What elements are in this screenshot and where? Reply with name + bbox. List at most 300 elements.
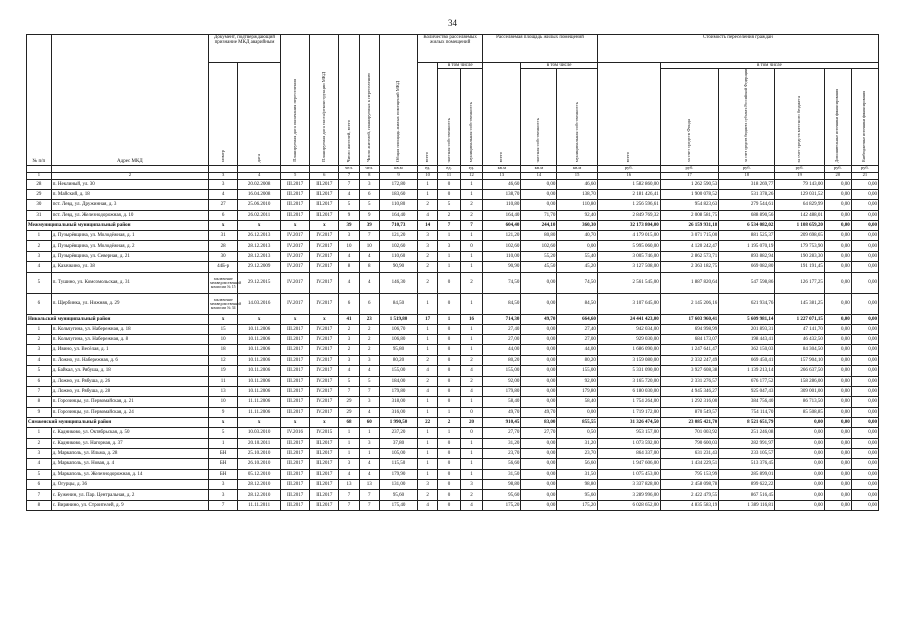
- table-cell: 316,00: [379, 407, 417, 417]
- table-cell: 0,00: [521, 459, 557, 469]
- table-cell: 7: [339, 386, 359, 396]
- table-cell: III.2017: [310, 210, 339, 220]
- table-cell: 0,00: [851, 438, 878, 448]
- table-cell: 10: [339, 241, 359, 251]
- table-cell: 7: [359, 500, 379, 510]
- table-cell: 701 003,92: [660, 428, 718, 438]
- table-cell: III.2017: [280, 459, 309, 469]
- table-cell: 0,00: [851, 293, 878, 314]
- table-cell: 46,60: [483, 179, 521, 189]
- row-number-cell: 8: [27, 397, 52, 407]
- col-area-private-header: частная собственность: [521, 69, 557, 165]
- table-cell: 0,00: [851, 324, 878, 334]
- table-cell: 790 600,03: [660, 438, 718, 448]
- table-cell: 531 378,26: [719, 189, 775, 199]
- table-cell: 28.12.2010: [238, 490, 281, 500]
- cost-group-header: Стоимость переселения граждан: [597, 35, 878, 63]
- table-row: [27, 179, 879, 189]
- table-cell: 27,40: [557, 324, 597, 334]
- table-cell: 688 890,56: [719, 210, 775, 220]
- table-cell: 31,20: [557, 438, 597, 448]
- table-cell: 79 143,00: [775, 179, 824, 189]
- district-total-cell: x: [209, 221, 238, 231]
- unit-cell: [209, 165, 238, 172]
- row-number-cell: 3: [27, 345, 52, 355]
- table-row: [27, 376, 879, 386]
- table-cell: 1 887 820,64: [660, 272, 718, 293]
- table-cell: 0: [460, 428, 482, 438]
- table-cell: 1: [460, 251, 482, 261]
- table-cell: 0,00: [521, 438, 557, 448]
- col-cost-all-header: всего: [597, 63, 660, 166]
- table-cell: 25.06.2010: [238, 200, 281, 210]
- table-cell: 1 947 606,00: [597, 459, 660, 469]
- table-cell: 0,00: [851, 407, 878, 417]
- row-number-cell: 2: [27, 438, 52, 448]
- table-cell: 0,00: [851, 386, 878, 396]
- table-cell: 4: [418, 386, 438, 396]
- table-cell: 5: [209, 428, 238, 438]
- row-number-cell: 4: [27, 459, 52, 469]
- table-cell: III.2017: [280, 490, 309, 500]
- table-cell: 115,50: [379, 459, 417, 469]
- table-cell: 0: [438, 293, 460, 314]
- table-cell: 0,00: [824, 480, 851, 490]
- table-cell: 384 756,40: [719, 397, 775, 407]
- table-cell: 6 180 030,00: [597, 386, 660, 396]
- table-cell: БН: [209, 448, 238, 458]
- district-total-cell: 68: [339, 418, 359, 428]
- address-cell: д. Байкал, ул. Рябуша, д. 18: [51, 366, 208, 376]
- table-cell: 4: [418, 210, 438, 220]
- table-cell: 40,70: [557, 231, 597, 241]
- table-cell: IV.2016: [280, 428, 309, 438]
- table-row: [27, 397, 879, 407]
- table-cell: III.2017: [310, 490, 339, 500]
- table-cell: IV.2017: [310, 324, 339, 334]
- table-cell: 28.12.2010: [238, 480, 281, 490]
- table-cell: 85 508,85: [775, 407, 824, 417]
- table-cell: 2 849 769,32: [597, 210, 660, 220]
- table-cell: 0,00: [824, 335, 851, 345]
- col-planned-resettle-header: Планируемая дата окончания переселения: [280, 35, 309, 166]
- table-cell: 5: [359, 376, 379, 386]
- table-cell: 0,00: [557, 241, 597, 251]
- table-cell: 84 304,50: [775, 345, 824, 355]
- table-cell: 184,00: [379, 376, 417, 386]
- row-number-cell: 1: [27, 324, 52, 334]
- table-cell: 4: [339, 469, 359, 479]
- col-residents-plan-header: Число жителей, планируемых к переселению: [359, 35, 379, 166]
- table-cell: 2: [418, 490, 438, 500]
- table-cell: 10: [209, 397, 238, 407]
- table-cell: 9: [359, 210, 379, 220]
- table-cell: 754 114,70: [719, 407, 775, 417]
- table-cell: 1: [460, 459, 482, 469]
- table-cell: 4 120 242,47: [660, 241, 718, 251]
- column-number-cell: 5: [280, 172, 309, 179]
- col-no-header: № п/п: [27, 35, 52, 166]
- table-row: [27, 231, 879, 241]
- column-number-cell: 8: [359, 172, 379, 179]
- table-cell: 0,00: [851, 500, 878, 510]
- table-cell: 4: [359, 272, 379, 293]
- table-cell: 0,00: [851, 241, 878, 251]
- table-cell: 3 337 828,00: [597, 480, 660, 490]
- table-cell: 2: [359, 345, 379, 355]
- table-row: [27, 345, 879, 355]
- table-cell: 3 159 080,00: [597, 355, 660, 365]
- table-cell: 27,70: [483, 428, 521, 438]
- table-cell: III.2017: [310, 459, 339, 469]
- table-cell: 0: [438, 189, 460, 199]
- table-cell: III.2017: [280, 448, 309, 458]
- col-area-total-header: Общая площадь жилых помещений МКД: [379, 35, 417, 166]
- table-row: [27, 210, 879, 220]
- table-cell: 4: [418, 500, 438, 510]
- row-number-cell: 4: [27, 355, 52, 365]
- table-cell: 0,00: [851, 480, 878, 490]
- table-cell: 31,50: [483, 469, 521, 479]
- table-cell: 2: [460, 490, 482, 500]
- table-cell: 7: [339, 500, 359, 510]
- district-total-cell: 0,00: [851, 221, 878, 231]
- table-cell: 191 191,45: [775, 262, 824, 272]
- table-cell: III.2017: [280, 376, 309, 386]
- district-total-cell: 7: [438, 221, 460, 231]
- table-cell: 4: [339, 189, 359, 199]
- table-row: [27, 407, 879, 417]
- table-cell: IV.2017: [310, 262, 339, 272]
- table-cell: 95,80: [379, 345, 417, 355]
- table-cell: 0: [438, 480, 460, 490]
- table-cell: 0: [438, 366, 460, 376]
- table-cell: 25.10.2010: [238, 448, 281, 458]
- table-cell: 27,40: [483, 324, 521, 334]
- table-cell: 2: [460, 355, 482, 365]
- table-cell: 0: [438, 438, 460, 448]
- row-number-cell: 1: [27, 428, 52, 438]
- column-number-cell: 9: [379, 172, 417, 179]
- address-cell: п. Майский, д. 18: [51, 189, 208, 199]
- table-cell: 121,20: [483, 231, 521, 241]
- table-cell: III.2017: [310, 469, 339, 479]
- unit-cell: [51, 165, 208, 172]
- district-total-cell: 2: [438, 418, 460, 428]
- district-total-cell: 17 603 960,41: [660, 314, 718, 324]
- table-cell: 1: [460, 324, 482, 334]
- table-cell: 0: [438, 272, 460, 293]
- district-total-cell: x: [280, 314, 309, 324]
- table-cell: 0: [438, 345, 460, 355]
- district-total-cell: 20: [460, 418, 482, 428]
- district-total-cell: 5 609 981,14: [719, 314, 775, 324]
- table-cell: 11.11.2011: [238, 500, 281, 510]
- table-cell: 0,00: [851, 210, 878, 220]
- table-cell: 55,20: [521, 251, 557, 261]
- table-cell: 95,60: [483, 490, 521, 500]
- unit-cell: [238, 165, 281, 172]
- address-cell: п. Неклиный, ул. 30: [51, 179, 208, 189]
- district-title: Межмуниципальный муниципальный район: [27, 221, 209, 231]
- row-number-cell: 2: [27, 335, 52, 345]
- table-cell: 30: [209, 251, 238, 261]
- table-cell: 0,00: [851, 459, 878, 469]
- table-cell: IV.2017: [280, 231, 309, 241]
- table-cell: III.2017: [280, 200, 309, 210]
- table-cell: 669 450,41: [719, 355, 775, 365]
- table-cell: 1: [418, 293, 438, 314]
- table-cell: 2: [418, 200, 438, 210]
- table-cell: 172,80: [379, 179, 417, 189]
- table-cell: 27: [209, 200, 238, 210]
- table-cell: 2: [418, 272, 438, 293]
- district-total-cell: 0,00: [824, 418, 851, 428]
- table-cell: 106,70: [379, 324, 417, 334]
- table-cell: 547 598,86: [719, 272, 775, 293]
- district-total-cell: 14: [418, 221, 438, 231]
- resettlement-register-table: [26, 34, 879, 511]
- table-cell: 4: [460, 500, 482, 510]
- table-cell: 209 698,65: [775, 231, 824, 241]
- row-number-cell: 5: [27, 366, 52, 376]
- table-cell: 0,00: [824, 448, 851, 458]
- table-cell: 23,70: [483, 448, 521, 458]
- table-cell: 0: [438, 179, 460, 189]
- table-cell: 1: [438, 231, 460, 241]
- table-row: [27, 366, 879, 376]
- table-cell: 4 835 583,19: [660, 500, 718, 510]
- table-cell: 80,20: [379, 355, 417, 365]
- table-cell: 795 153,99: [660, 469, 718, 479]
- table-row: [27, 480, 879, 490]
- district-total-cell: 1 519,80: [379, 314, 417, 324]
- table-cell: 3: [418, 241, 438, 251]
- table-cell: 4: [460, 386, 482, 396]
- district-total-cell: x: [238, 418, 281, 428]
- table-cell: 7: [359, 231, 379, 241]
- table-row: [27, 386, 879, 396]
- table-cell: 5 331 090,00: [597, 366, 660, 376]
- table-cell: III.2017: [280, 355, 309, 365]
- table-cell: 27,00: [483, 335, 521, 345]
- table-cell: 1: [418, 438, 438, 448]
- table-cell: 1 582 860,00: [597, 179, 660, 189]
- table-cell: 881 525,37: [719, 231, 775, 241]
- table-cell: 55,40: [557, 251, 597, 261]
- table-cell: 10: [359, 241, 379, 251]
- address-cell: д. Маркаполь, ул. Железнодорожная, д. 14: [51, 469, 208, 479]
- col-rooms-municipal-header: муниципальная собственность: [460, 69, 482, 165]
- table-cell: IV.2017: [310, 272, 339, 293]
- address-cell: п. Ложно, ул. Набережная, д. 6: [51, 355, 208, 365]
- table-header: [27, 35, 879, 180]
- table-cell: 0,00: [851, 397, 878, 407]
- table-cell: 942 034,00: [597, 324, 660, 334]
- table-cell: 0,00: [824, 262, 851, 272]
- table-cell: 0,00: [775, 438, 824, 448]
- table-cell: 179,80: [379, 386, 417, 396]
- table-cell: 0,00: [521, 355, 557, 365]
- table-cell: 26.10.2010: [238, 459, 281, 469]
- column-number-cell: 10: [418, 172, 438, 179]
- table-cell: 80,20: [483, 355, 521, 365]
- table-cell: 179,80: [557, 386, 597, 396]
- table-cell: 1: [460, 262, 482, 272]
- table-cell: 3 127 508,00: [597, 262, 660, 272]
- table-cell: III.2017: [280, 438, 309, 448]
- table-cell: 279 544,61: [719, 200, 775, 210]
- table-cell: 10.03.2010: [238, 428, 281, 438]
- col-cost-region-header: за счет средств бюджета субъекта Российской Федерации: [719, 69, 775, 165]
- table-cell: IV.2017: [310, 397, 339, 407]
- table-cell: 925 047,43: [719, 386, 775, 396]
- table-cell: 1: [438, 428, 460, 438]
- table-cell: 0,00: [851, 376, 878, 386]
- district-title: Сямженский муниципальный район: [27, 418, 209, 428]
- table-cell: 80,20: [557, 355, 597, 365]
- address-cell: д. Пузырёвщина, ул. Молодёжная, д. 1: [51, 231, 208, 241]
- table-cell: 80,80: [521, 231, 557, 241]
- table-cell: 864 337,00: [597, 448, 660, 458]
- row-number-cell: 8: [27, 500, 52, 510]
- table-cell: 29.12.2015: [238, 272, 281, 293]
- table-cell: 3: [359, 397, 379, 407]
- table-cell: III.2017: [280, 345, 309, 355]
- page-number: 34: [448, 18, 457, 28]
- unit-cell: чел.: [339, 165, 359, 172]
- table-cell: 0,00: [851, 179, 878, 189]
- table-row: [27, 459, 879, 469]
- district-total-cell: 22: [418, 418, 438, 428]
- address-cell: с. Вирянино, ул. Строителей, д. 9: [51, 500, 208, 510]
- table-cell: 7: [359, 386, 379, 396]
- table-cell: 2 862 573,71: [660, 251, 718, 261]
- table-cell: III.2017: [310, 500, 339, 510]
- table-cell: IV.2017: [310, 355, 339, 365]
- district-total-cell: 49,70: [521, 314, 557, 324]
- table-cell: 1: [418, 335, 438, 345]
- table-cell: 1: [418, 397, 438, 407]
- table-cell: III.2017: [310, 448, 339, 458]
- table-cell: III.2017: [280, 179, 309, 189]
- table-cell: 10: [209, 335, 238, 345]
- table-cell: 0,00: [824, 428, 851, 438]
- table-cell: 0: [438, 459, 460, 469]
- table-cell: 183,60: [379, 189, 417, 199]
- unit-cell: [280, 165, 309, 172]
- table-cell: 2 363 182,75: [660, 262, 718, 272]
- district-total-cell: x: [280, 221, 309, 231]
- table-cell: III.2017: [280, 386, 309, 396]
- rooms-sub-header: в том числе: [438, 63, 483, 69]
- row-number-cell: 1: [27, 231, 52, 241]
- table-cell: 95,60: [379, 490, 417, 500]
- address-cell: пст. Левд, ул. Железнодорожная, д. 10: [51, 210, 208, 220]
- table-cell: 9: [339, 210, 359, 220]
- col-area-municipal-header: муниципальная собственность: [557, 69, 597, 165]
- table-cell: заключение межведомственной комиссии № 34: [209, 293, 238, 314]
- col-cost-extra2-header: Внебюджетные источники финансирования: [851, 69, 878, 165]
- table-cell: 27,00: [557, 335, 597, 345]
- table-cell: 58,40: [557, 397, 597, 407]
- address-cell: п. Кольчугина, ул. Набережная, д. 8: [51, 335, 208, 345]
- table-cell: 5: [339, 376, 359, 386]
- table-cell: III.2017: [310, 179, 339, 189]
- table-cell: 1: [339, 448, 359, 458]
- table-cell: 84,50: [379, 293, 417, 314]
- unit-cell: руб.: [775, 165, 824, 172]
- table-cell: 2 331 276,57: [660, 376, 718, 386]
- district-total-cell: 26 159 931,18: [660, 221, 718, 231]
- table-cell: 4: [418, 366, 438, 376]
- table-cell: 1 262 590,53: [660, 179, 718, 189]
- district-total-cell: 0,00: [775, 418, 824, 428]
- address-cell: д. Огурцы, д. 36: [51, 480, 208, 490]
- table-cell: 0,00: [824, 241, 851, 251]
- district-title: Никольский муниципальный район: [27, 314, 209, 324]
- table-cell: IV.2017: [310, 386, 339, 396]
- unit-cell: кв.м: [521, 165, 557, 172]
- address-cell: д. Пузырёвщина, ул. Северная, д. 21: [51, 251, 208, 261]
- column-numbers-row: [27, 172, 879, 179]
- address-cell: п. Щербинка, ул. Нижняя, д. 29: [51, 293, 208, 314]
- unit-cell: кв.м: [483, 165, 521, 172]
- table-cell: 18: [209, 345, 238, 355]
- table-cell: 1: [460, 231, 482, 241]
- table-cell: 105,00: [379, 448, 417, 458]
- table-cell: 7: [339, 179, 359, 189]
- table-cell: 0,00: [824, 179, 851, 189]
- table-cell: 676 177,52: [719, 376, 775, 386]
- table-cell: 3 289 996,00: [597, 490, 660, 500]
- table-cell: 0,00: [824, 355, 851, 365]
- table-row: [27, 438, 879, 448]
- table-cell: 1 247 641,47: [660, 345, 718, 355]
- table-cell: 98,80: [483, 480, 521, 490]
- table-cell: 1: [460, 448, 482, 458]
- table-cell: БН: [209, 459, 238, 469]
- district-total-cell: x: [310, 221, 339, 231]
- table-cell: 0: [460, 407, 482, 417]
- table-cell: 1: [418, 428, 438, 438]
- table-cell: 179,80: [483, 386, 521, 396]
- table-cell: 7: [339, 490, 359, 500]
- table-cell: 71,70: [521, 210, 557, 220]
- table-cell: 631 231,43: [660, 448, 718, 458]
- table-cell: 0: [438, 376, 460, 386]
- table-cell: III.2017: [280, 210, 309, 220]
- table-cell: 84,50: [557, 293, 597, 314]
- table-cell: 16.04.2008: [238, 189, 281, 199]
- table-cell: III.2017: [280, 366, 309, 376]
- address-cell: п. Кольчугина, ул. Набережная, д. 18: [51, 324, 208, 334]
- table-cell: IV.2017: [280, 293, 309, 314]
- district-total-cell: 0,00: [824, 314, 851, 324]
- table-cell: 8: [339, 262, 359, 272]
- table-cell: 2 458 098,78: [660, 480, 718, 490]
- table-cell: IV.2017: [310, 231, 339, 241]
- table-cell: 0,00: [851, 355, 878, 365]
- column-number-cell: 7: [339, 172, 359, 179]
- table-cell: 92,40: [557, 210, 597, 220]
- table-cell: 10.11.2006: [238, 335, 281, 345]
- row-number-cell: 9: [27, 407, 52, 417]
- table-row: [27, 251, 879, 261]
- table-cell: 1: [418, 407, 438, 417]
- table-cell: 0,00: [521, 200, 557, 210]
- table-cell: 0,00: [824, 500, 851, 510]
